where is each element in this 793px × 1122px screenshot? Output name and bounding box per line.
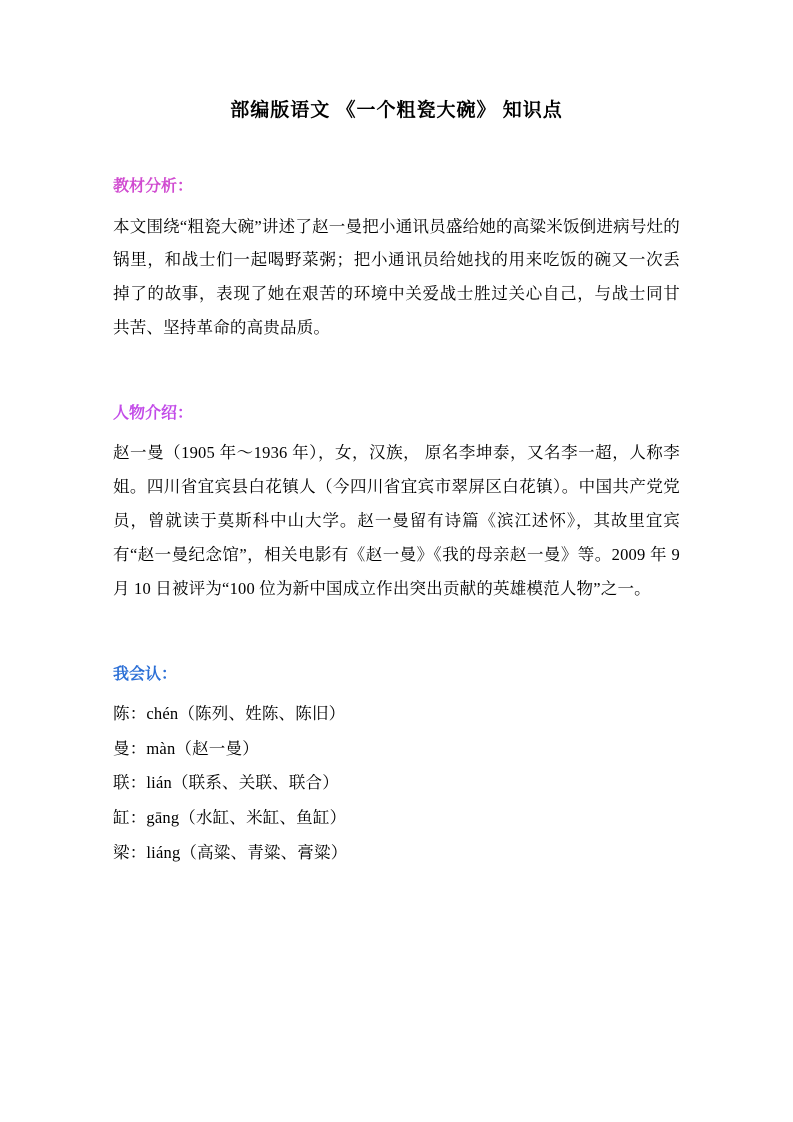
section-character-intro (113, 401, 680, 606)
section-heading-character-intro: 人物介绍： (113, 404, 194, 422)
list-item: 曼：màn（赵一曼） (113, 738, 259, 758)
list-item: 陈：chén（陈列、姓陈、陈旧） (113, 704, 346, 724)
section-body-teaching-analysis: 本文围绕“粗瓷大碗”讲述了赵一曼把小通讯员盛给她的高粱米饭倒进病号灶的锅里，和战士们一起喝野菜粥；把小通讯员给她找的用来吃饭的碗又一次丢掉了的故事，表现了她在艰苦的环境中关爱战士胜过关心自己，与战士同甘共苦、坚持革命的高贵品质。 (113, 216, 680, 338)
list-item: 联：lián（联系、关联、联合） (113, 773, 339, 793)
spacer (113, 375, 680, 401)
spacer (113, 636, 680, 662)
section-heading-teaching-analysis: 教材分析： (113, 178, 194, 195)
list-item: 梁：liáng（高粱、青粱、膏粱） (113, 842, 348, 862)
section-body-character-intro: 赵一曼（1905 年～1936 年），女，汉族， 原名李坤泰，又名李一超，人称李姐。四川省宜宾县白花镇人（今四川省宜宾市翠屏区白花镇）。中国共产党党员，曾就读于莫斯科中山大学。赵一曼留有诗篇《滨江述怀》，其故里宜宾有“赵一曼纪念馆”，相关电影有《赵一曼》《我的母亲赵一曼》等。2009 年 9 月 10 日被评为“100 位为新中国成立作出突出贡献的英雄模范人物”之一。 (113, 443, 680, 598)
section-teaching-analysis (113, 174, 680, 345)
list-item: 缸：gāng（水缸、米缸、鱼缸） (113, 808, 347, 828)
page-title: 部编版语文 《一个粗瓷大碗》 知识点 (230, 100, 563, 121)
section-vocabulary (113, 662, 680, 871)
section-heading-vocabulary: 我会认： (113, 665, 178, 683)
vocabulary-list (113, 697, 680, 870)
